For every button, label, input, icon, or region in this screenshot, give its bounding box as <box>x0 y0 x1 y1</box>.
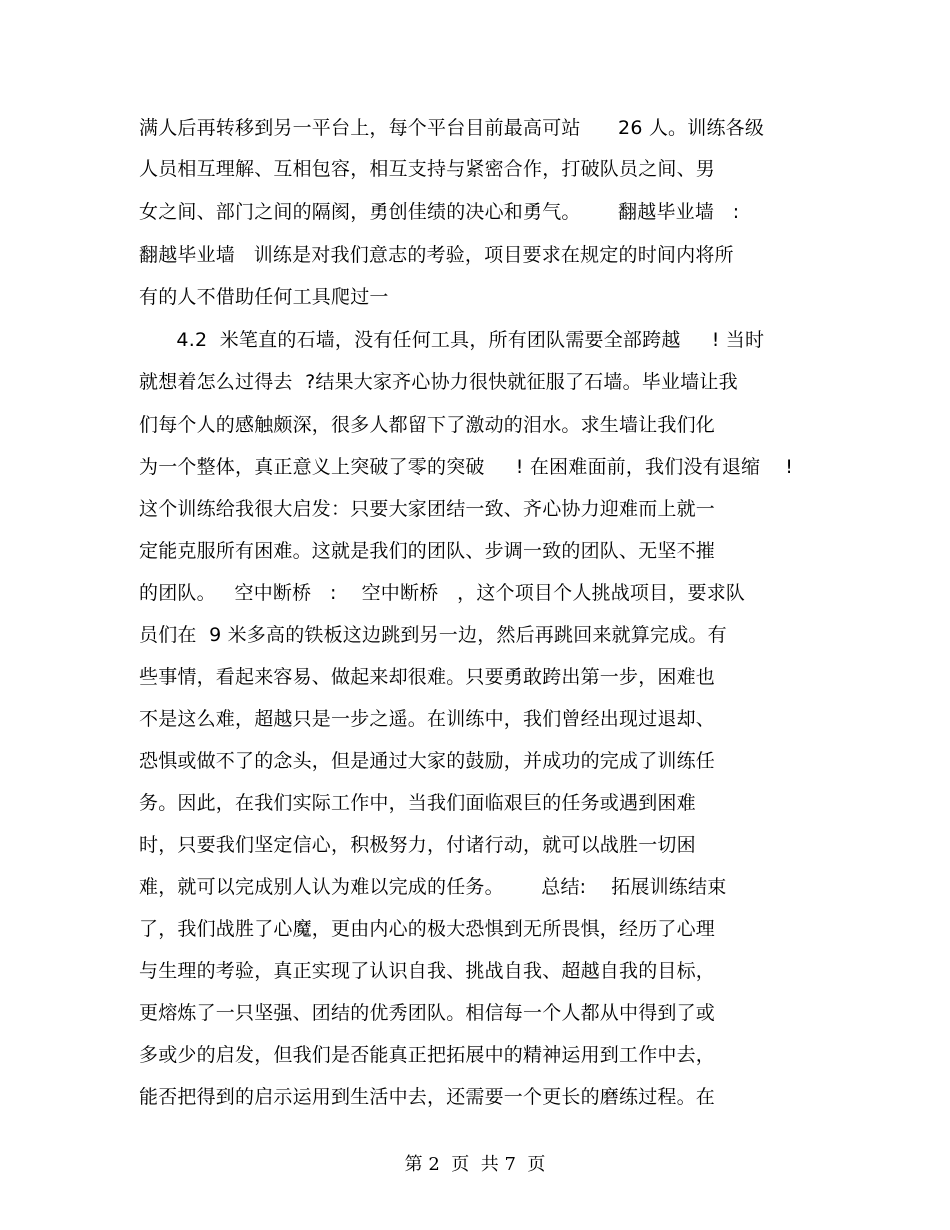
text-line: 人员相互理解、互相包容，相互支持与紧密合作，打破队员之间、男 <box>139 158 716 180</box>
text-line: 与生理的考验，真正实现了认识自我、挑战自我、超越自我的目标， <box>139 960 716 982</box>
text-line: 时，只要我们坚定信心，积极努力，付诸行动，就可以战胜一切困 <box>139 834 696 856</box>
text-line: 员们在 9 米多高的铁板这边跳到另一边，然后再跳回来就算完成。有 <box>139 624 727 646</box>
text-line: 有的人不借助任何工具爬过一 <box>139 286 389 308</box>
text-line: 4.2 米笔直的石墙，没有任何工具，所有团队需要全部跨越 ! 当时 <box>139 329 765 351</box>
text-line: 为一个整体，真正意义上突破了零的突破 ! 在困难面前，我们没有退缩 ! <box>139 456 794 478</box>
text-line: 多或少的启发，但我们是否能真正把拓展中的精神运用到工作中去， <box>139 1044 716 1066</box>
text-line: 不是这么难，超越只是一步之遥。在训练中，我们曾经出现过退却、 <box>139 708 716 730</box>
text-line: 更熔炼了一只坚强、团结的优秀团队。相信每一个人都从中得到了或 <box>139 1002 716 1024</box>
text-line: 的团队。 空中断桥 : 空中断桥 ，这个项目个人挑战项目，要求队 <box>139 582 746 604</box>
page-footer: 第 2 页 共 7 页 <box>404 1154 546 1175</box>
text-line: 们每个人的感触颇深，很多人都留下了激动的泪水。求生墙让我们化 <box>139 414 716 436</box>
text-line: 恐惧或做不了的念头，但是通过大家的鼓励，并成功的完成了训练任 <box>139 750 716 772</box>
text-line: 难，就可以完成别人认为难以完成的任务。 总结: 拓展训练结束 <box>139 876 727 898</box>
text-line: 了，我们战胜了心魔，更由内心的极大恐惧到无所畏惧，经历了心理 <box>139 918 716 940</box>
text-line: 能否把得到的启示运用到生活中去，还需要一个更长的磨练过程。在 <box>139 1086 716 1108</box>
text-line: 这个训练给我很大启发：只要大家团结一致、齐心协力迎难而上就一 <box>139 498 716 520</box>
text-line: 就想着怎么过得去 ?结果大家齐心协力很快就征服了石墙。毕业墙让我 <box>139 371 738 393</box>
text-line: 务。因此，在我们实际工作中，当我们面临艰巨的任务或遇到困难 <box>139 792 696 814</box>
text-line: 满人后再转移到另一平台上，每个平台目前最高可站 26 人。训练各级 <box>139 117 765 139</box>
text-line: 翻越毕业墙 训练是对我们意志的考验，项目要求在规定的时间内将所 <box>139 244 734 266</box>
text-line: 些事情，看起来容易、做起来却很难。只要勇敢跨出第一步，困难也 <box>139 666 716 688</box>
text-line: 女之间、部门之间的隔阂，勇创佳绩的决心和勇气。 翻越毕业墙 : <box>139 201 740 223</box>
text-line: 定能克服所有困难。这就是我们的团队、步调一致的团队、无坚不摧 <box>139 540 716 562</box>
